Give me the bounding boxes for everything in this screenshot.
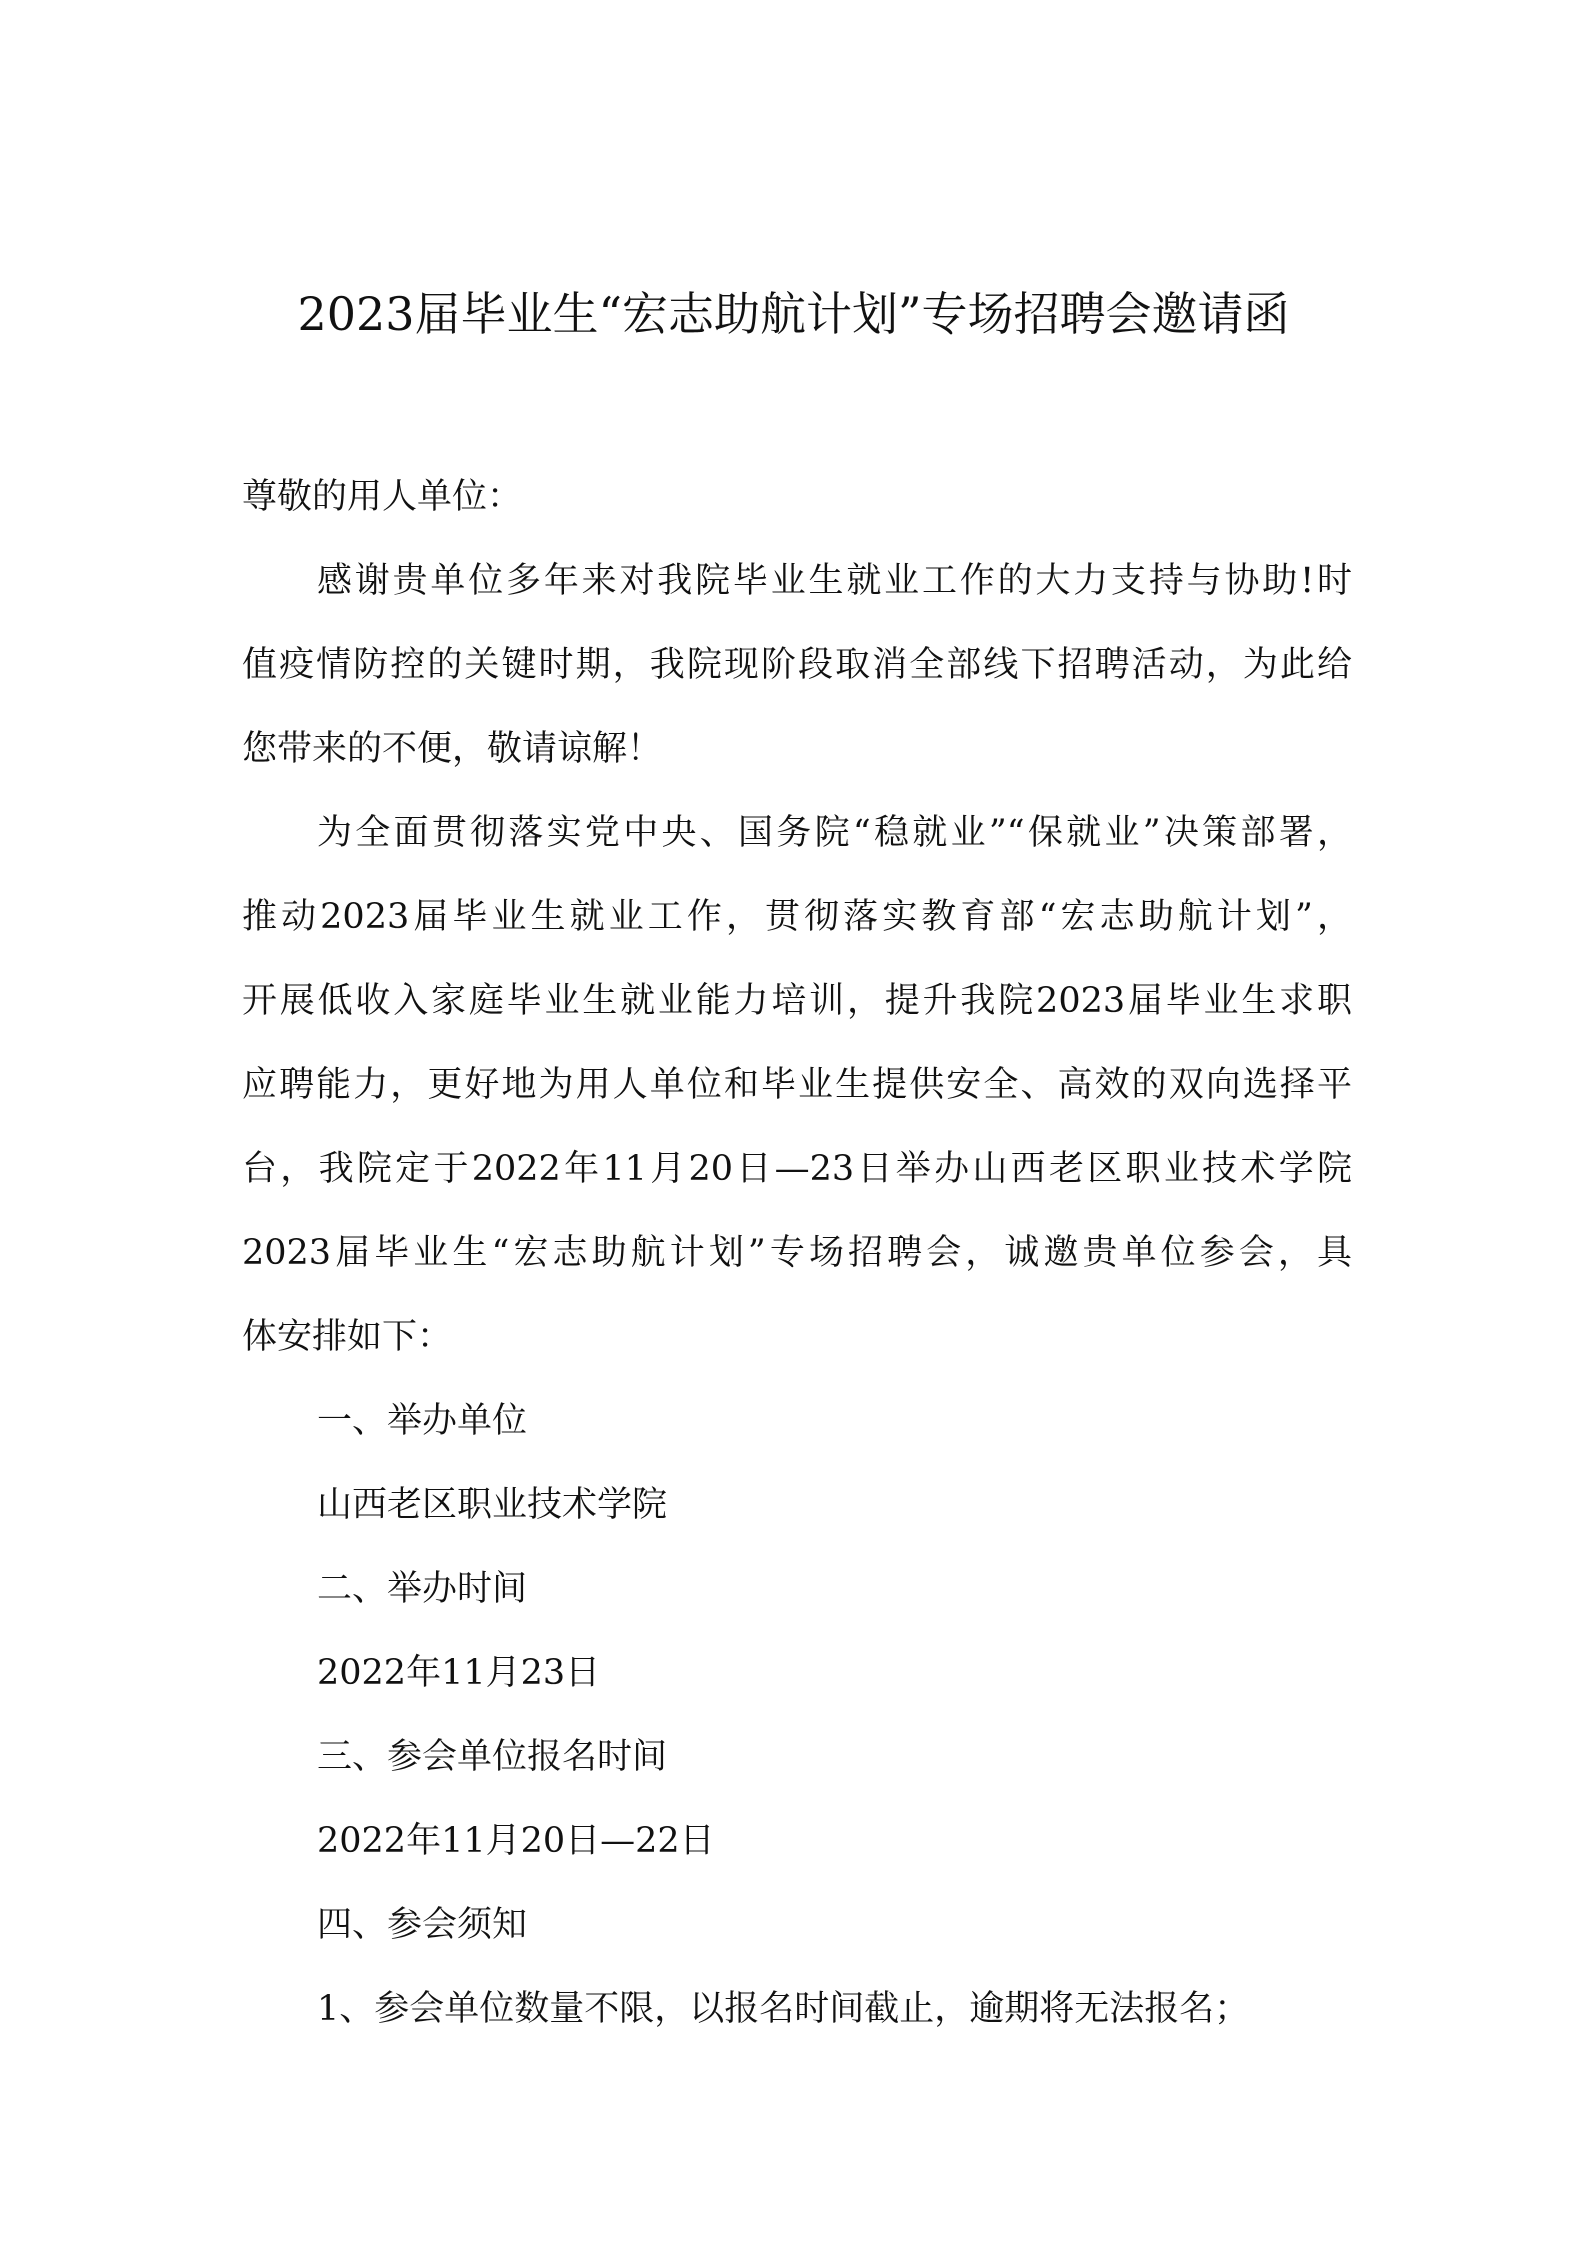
paragraph-line: 值疫情防控的关键时期，我院现阶段取消全部线下招聘活动，为此给 [242, 645, 1352, 685]
section-content-time: 2022年11月23日 [317, 1653, 601, 1693]
section-heading-registration: 三、参会单位报名时间 [317, 1737, 668, 1777]
paragraph-line: 推动2023届毕业生就业工作，贯彻落实教育部“宏志助航计划”， [242, 897, 1352, 937]
paragraph-line: 您带来的不便，敬请谅解！ [242, 729, 663, 769]
section-heading-notice: 四、参会须知 [317, 1905, 528, 1945]
notice-item-1: 1、参会单位数量不限，以报名时间截止，逾期将无法报名； [317, 1989, 1250, 2029]
paragraph-line: 应聘能力，更好地为用人单位和毕业生提供安全、高效的双向选择平 [242, 1065, 1352, 1105]
section-heading-time: 二、举办时间 [317, 1569, 528, 1609]
document-body [242, 455, 1352, 2051]
paragraph-line: 体安排如下： [242, 1317, 453, 1357]
paragraph-thanks [242, 539, 1352, 791]
section-heading-organizer: 一、举办单位 [317, 1401, 528, 1441]
salutation: 尊敬的用人单位： [242, 477, 523, 517]
section-content-organizer: 山西老区职业技术学院 [317, 1485, 668, 1525]
document-title: 2023届毕业生“宏志助航计划”专场招聘会邀请函 [297, 287, 1290, 341]
paragraph-line: 台，我院定于2022年11月20日—23日举办山西老区职业技术学院 [242, 1149, 1352, 1189]
paragraph-arrangement [242, 791, 1352, 1379]
paragraph-line: 为全面贯彻落实党中央、国务院“稳就业”“保就业”决策部署， [317, 813, 1352, 853]
section-content-registration: 2022年11月20日—22日 [317, 1821, 715, 1861]
paragraph-line: 感谢贵单位多年来对我院毕业生就业工作的大力支持与协助!时 [317, 561, 1352, 601]
paragraph-line: 开展低收入家庭毕业生就业能力培训，提升我院2023届毕业生求职 [242, 981, 1352, 1021]
paragraph-line: 2023届毕业生“宏志助航计划”专场招聘会，诚邀贵单位参会，具 [242, 1233, 1352, 1273]
